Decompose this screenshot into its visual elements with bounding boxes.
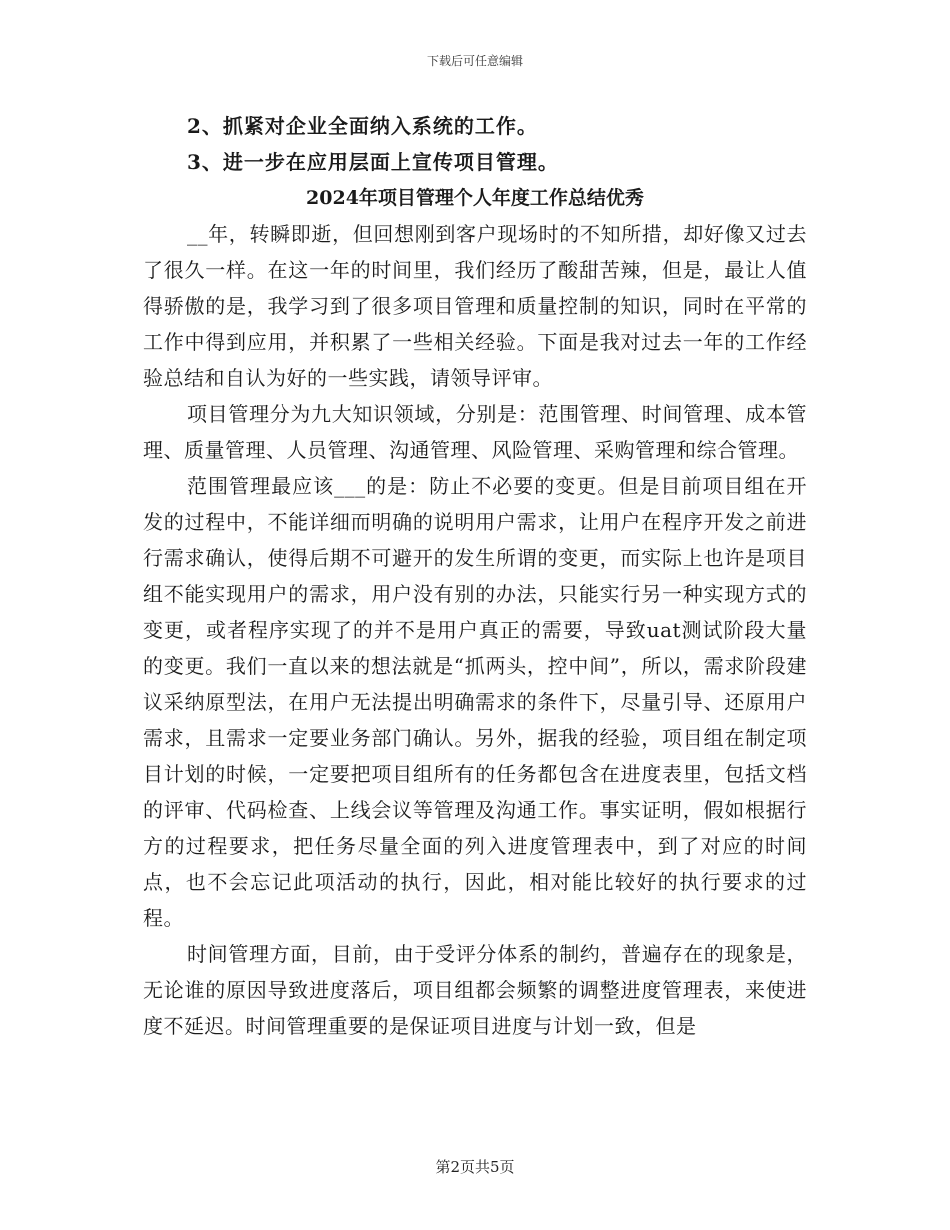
page-number: 第2页共5页 <box>435 1158 515 1176</box>
paragraph: 范围管理最应该___的是：防止不必要的变更。但是目前项目组在开发的过程中，不能详细而明确的说明用户需求，让用户在程序开发之前进行需求确认，使得后期不可避开的发生所谓的变更，而实际上也许是项目组不能实现用户的需求，用户没有别的办法，只能实行另一种实现方式的变更，或者程序实现了的并不是用户真正的需要，导致uat测试阶段大量的变更。我们一直以来的想法就是“抓两头，控中间”，所以，需求阶段建议采纳原型法，在用户无法提出明确需求的条件下，尽量引导、还原用户需求，且需求一定要业务部门确认。另外，据我的经验，项目组在制定项目计划的时候，一定要把项目组所有的任务都包含在进度表里，包括文档的评审、代码检查、上线会议等管理及沟通工作。事实证明，假如根据行方的过程要求，把任务尽量全面的列入进度管理表中，到了对应的时间点，也不会忘记此项活动的执行，因此，相对能比较好的执行要求的过程。 <box>143 474 807 930</box>
article-title: 2024年项目管理个人年度工作总结优秀 <box>306 187 644 209</box>
paragraph: 项目管理分为九大知识领域，分别是：范围管理、时间管理、成本管理、质量管理、人员管理、沟通管理、风险管理、采购管理和综合管理。 <box>143 402 807 462</box>
paragraph: 时间管理方面，目前，由于受评分体系的制约，普遍存在的现象是，无论谁的原因导致进度落后，项目组都会频繁的调整进度管理表，来使进度不延迟。时间管理重要的是保证项目进度与计划一致，但是 <box>143 942 807 1038</box>
header-note: 下载后可任意编辑 <box>426 54 523 68</box>
list-item: 3、进一步在应用层面上宣传项目管理。 <box>187 150 559 174</box>
page-content <box>143 108 807 1044</box>
paragraph: __年，转瞬即逝，但回想刚到客户现场时的不知所措，却好像又过去了很久一样。在这一年的时间里，我们经历了酸甜苦辣，但是，最让人值得骄傲的是，我学习到了很多项目管理和质量控制的知识，同时在平常的工作中得到应用，并积累了一些相关经验。下面是我对过去一年的工作经验总结和自认为好的一些实践，请领导评审。 <box>143 222 807 390</box>
list-item: 2、抓紧对企业全面纳入系统的工作。 <box>187 114 538 138</box>
